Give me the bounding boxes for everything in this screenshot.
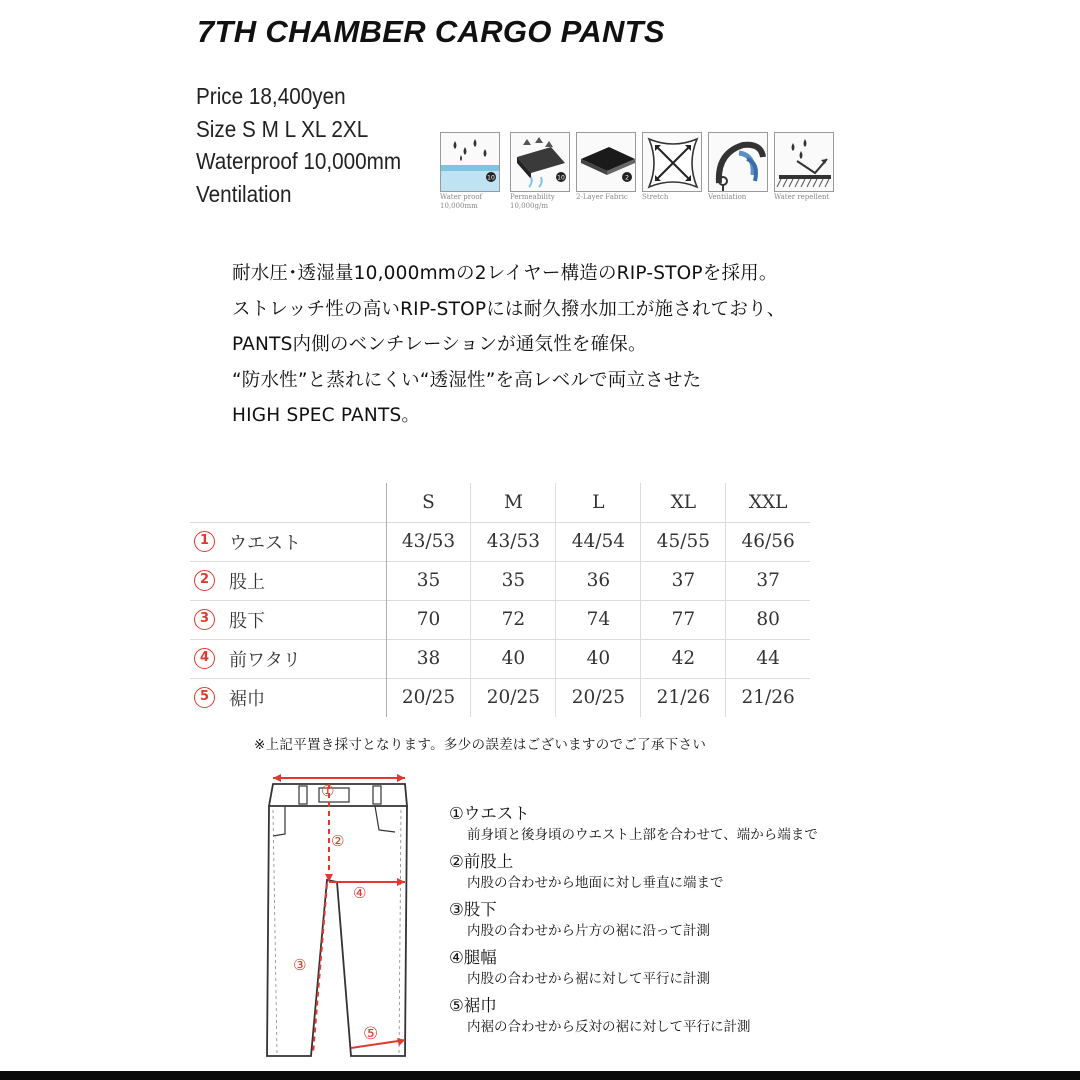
description-line: 耐水圧･透湿量10,000mmの2レイヤー構造のRIP-STOPを採用。 <box>232 263 778 284</box>
row-label: 裾巾 <box>229 688 265 710</box>
legend-item-inseam: ③股下 内股の合わせから片方の裾に沿って計測 <box>449 900 710 939</box>
row-label-cell <box>190 561 386 600</box>
size-col-s: S <box>386 483 471 522</box>
size-col-xxl: XXL <box>748 491 788 513</box>
diagram-marker-2: ② <box>331 832 345 850</box>
feature-permeability: 10 Permeability 10,000g/m <box>510 132 572 210</box>
ventilation-icon <box>708 132 768 192</box>
row-label-cell <box>190 678 386 717</box>
size-value-cell: 36 <box>556 561 641 600</box>
size-value-cell: 80 <box>726 600 810 639</box>
row-label-cell <box>190 522 386 561</box>
feature-icon-strip <box>440 132 840 217</box>
description-line: ストレッチ性の高いRIP-STOPには耐久撥水加工が施されており、 <box>232 298 786 320</box>
size-value-cell: 37 <box>641 561 726 600</box>
table-row <box>190 639 810 678</box>
feature-two-layer: 2 2-Layer Fabric <box>576 132 638 201</box>
diagram-marker-1: ① <box>321 782 335 800</box>
size-value-cell: 40 <box>556 639 641 678</box>
size-value-cell: 74 <box>556 600 641 639</box>
description-line: “防水性”と蒸れにくい“透湿性”を高レベルで両立させた <box>232 369 702 391</box>
row-number-badge: 3 <box>194 609 215 630</box>
description-line: HIGH SPEC PANTS。 <box>232 405 421 427</box>
row-label-cell <box>190 600 386 639</box>
size-value-cell: 44 <box>726 639 810 678</box>
measurement-legend <box>449 803 818 1043</box>
size-header-row <box>190 483 810 522</box>
legend-item-thigh: ④腿幅 内股の合わせから裾に対して平行に計測 <box>449 948 710 987</box>
measurement-note: ※上記平置き採寸となります。多少の誤差はございますのでご了承下さい <box>254 737 707 753</box>
size-value-cell: 70 <box>386 600 471 639</box>
description-line: PANTS内側のベンチレーションが通気性を確保。 <box>232 334 647 356</box>
size-value-cell: 40 <box>471 639 556 678</box>
permeability-icon <box>510 132 570 192</box>
size-value-cell: 43/53 <box>386 522 471 561</box>
feature-water-proof: 10 Water proof 10,000mm <box>440 132 502 210</box>
size-col-m: M <box>471 483 556 522</box>
size-value-cell: 21/26 <box>726 678 810 717</box>
bottom-border-bar <box>0 1071 1080 1080</box>
row-label: 股上 <box>229 571 265 593</box>
feature-water-repellent: Water repellent <box>774 132 836 201</box>
size-value-cell: 20/25 <box>386 678 471 717</box>
spec-list <box>196 80 401 210</box>
size-value-cell: 37 <box>726 561 810 600</box>
size-value-cell: 35 <box>471 561 556 600</box>
row-number-badge: 5 <box>194 687 215 708</box>
table-row <box>190 678 810 717</box>
spec-price: Price 18,400yen <box>196 83 346 109</box>
two-layer-fabric-icon <box>576 132 636 192</box>
water-repellent-icon <box>774 132 834 192</box>
legend-item-hem: ⑤裾巾 内裾の合わせから反対の裾に対して平行に計測 <box>449 996 751 1035</box>
feature-ventilation: Ventilation <box>708 132 770 201</box>
water-proof-icon <box>440 132 500 192</box>
size-value-cell: 43/53 <box>471 522 556 561</box>
stretch-icon <box>642 132 702 192</box>
spec-ventilation: Ventilation <box>196 180 292 207</box>
svg-text:10: 10 <box>487 174 495 182</box>
size-value-cell: 38 <box>386 639 471 678</box>
feature-stretch: Stretch <box>642 132 704 201</box>
size-col-l: L <box>556 483 641 522</box>
size-value-cell: 42 <box>641 639 726 678</box>
legend-item-front-rise: ②前股上 内股の合わせから地面に対し垂直に端まで <box>449 852 724 891</box>
header-blank <box>190 483 386 522</box>
size-value-cell: 44/54 <box>556 522 641 561</box>
size-value-cell: 20/25 <box>556 678 641 717</box>
diagram-marker-4: ④ <box>353 884 367 902</box>
size-value-cell: 45/55 <box>641 522 726 561</box>
pants-measurement-diagram <box>255 770 425 1060</box>
diagram-marker-3: ③ <box>293 956 307 974</box>
size-value-cell: 72 <box>471 600 556 639</box>
row-label-cell <box>190 639 386 678</box>
row-number-badge: 2 <box>194 570 215 591</box>
size-col-xl: XL <box>641 483 726 522</box>
product-description <box>232 256 785 434</box>
table-row <box>190 600 810 639</box>
row-number-badge: 4 <box>194 648 215 669</box>
svg-text:10: 10 <box>557 174 565 182</box>
row-label: ウエスト <box>229 532 301 554</box>
diagram-marker-5: ⑤ <box>363 1024 379 1044</box>
size-value-cell: 35 <box>386 561 471 600</box>
size-value-cell: 77 <box>641 600 726 639</box>
size-value-cell: 21/26 <box>641 678 726 717</box>
size-value-cell: 46/56 <box>726 522 810 561</box>
product-title: 7TH CHAMBER CARGO PANTS <box>197 14 665 49</box>
size-chart-table <box>190 483 810 717</box>
table-row <box>190 522 810 561</box>
spec-waterproof: Waterproof 10,000mm <box>196 148 402 174</box>
pants-outline-illustration <box>255 770 425 1060</box>
spec-size: Size S M L XL 2XL <box>196 115 369 142</box>
row-label: 前ワタリ <box>229 649 301 671</box>
table-row <box>190 561 810 600</box>
legend-item-waist: ①ウエスト 前身頃と後身頃のウエスト上部を合わせて、端から端まで <box>449 804 818 843</box>
size-value-cell: 20/25 <box>471 678 556 717</box>
svg-text:2: 2 <box>625 174 629 182</box>
row-label: 股下 <box>229 610 265 632</box>
row-number-badge: 1 <box>194 531 215 552</box>
